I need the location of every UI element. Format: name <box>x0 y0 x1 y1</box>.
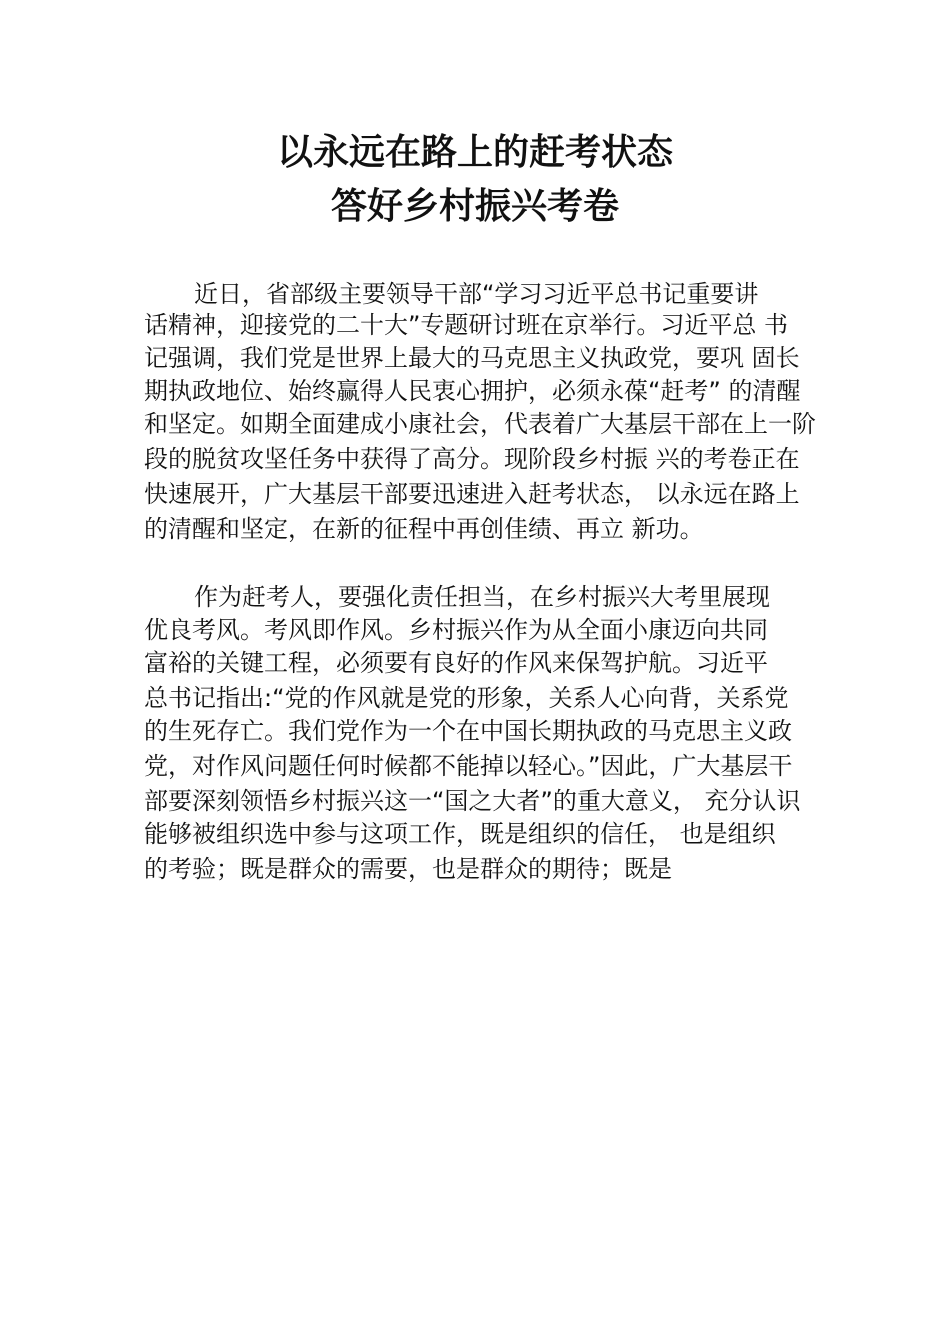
paragraph-1-line: 话精神，迎接党的二十大”专题研讨班在京举行。习近平总 书 <box>144 311 789 339</box>
paragraph-2-line: 作为赶考人，要强化责任担当，在乡村振兴大考里展现 <box>194 583 770 611</box>
paragraph-1-line: 和坚定。如期全面建成小康社会，代表着广大基层干部在上一阶 <box>144 410 816 438</box>
paragraph-1-line: 记强调，我们党是世界上最大的马克思主义执政党，要巩 固长 <box>144 344 800 372</box>
paragraph-1-line: 期执政地位、始终赢得人民衷心拥护，必须永葆“赶考” 的清醒 <box>144 377 801 405</box>
paragraph-2-line: 的生死存亡。我们党作为一个在中国长期执政的马克思主义政 <box>144 717 792 745</box>
document-title-line-2: 答好乡村振兴考卷 <box>330 185 619 227</box>
paragraph-2-line: 的考验；既是群众的需要，也是群众的期待；既是 <box>144 855 672 883</box>
paragraph-1-line: 快速展开，广大基层干部要迅速进入赶考状态， 以永远在路上 <box>144 480 800 508</box>
paragraph-2-line: 总书记指出:“党的作风就是党的形象，关系人心向背，关系党 <box>144 684 789 712</box>
paragraph-1-line: 的清醒和坚定，在新的征程中再创佳绩、再立 新功。 <box>144 515 704 543</box>
paragraph-2-line: 富裕的关键工程，必须要有良好的作风来保驾护航。习近平 <box>144 649 768 677</box>
paragraph-2-line: 党，对作风问题任何时候都不能掉以轻心。”因此，广大基层干 <box>144 752 793 780</box>
paragraph-2-line: 优良考风。考风即作风。乡村振兴作为从全面小康迈向共同 <box>144 616 768 644</box>
paragraph-2-line: 部要深刻领悟乡村振兴这一“国之大者”的重大意义， 充分认识 <box>144 787 801 815</box>
paragraph-2-line: 能够被组织选中参与这项工作，既是组织的信任， 也是组织 <box>144 820 776 848</box>
paragraph-1-line: 近日，省部级主要领导干部“学习习近平总书记重要讲 <box>194 280 759 308</box>
paragraph-1-line: 段的脱贫攻坚任务中获得了高分。现阶段乡村振 兴的考卷正在 <box>144 445 800 473</box>
document-title-line-1: 以永远在路上的赶考状态 <box>276 131 673 173</box>
